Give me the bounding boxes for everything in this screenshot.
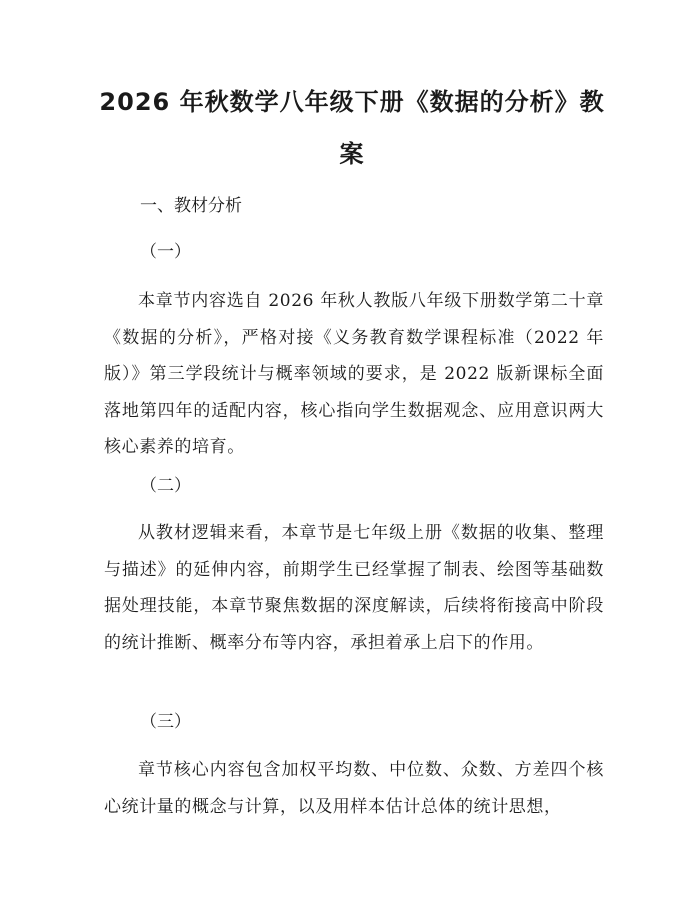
section-heading: 一、教材分析 [140,196,242,216]
paragraph-3: 章节核心内容包含加权平均数、中位数、众数、方差四个核心统计量的概念与计算，以及用样本估计总体的统计思想， [104,760,604,817]
subsection-label-1: （一） [140,242,191,262]
paragraph-2: 从教材逻辑来看，本章节是七年级上册《数据的收集、整理与描述》的延伸内容，前期学生已经掌握了制表、绘图等基础数据处理技能，本章节聚焦数据的深度解读，后续将衔接高中阶段的统计推断、概率分布等内容，承担着承上启下的作用。 [104,523,604,653]
subsection-label-3: （三） [140,712,191,732]
subsection-label-2: （二） [140,476,191,496]
paragraph-1: 本章节内容选自 2026 年秋人教版八年级下册数学第二十章《数据的分析》，严格对接《义务教育数学课程标准（2022 年版）》第三学段统计与概率领域的要求，是 2022 版新课标全面落地第四年的适配内容，核心指向学生数据观念、应用意识两大核心素养的培育。 [104,291,604,458]
document-title: 2026 年秋数学八年级下册《数据的分析》教案 [99,88,605,168]
